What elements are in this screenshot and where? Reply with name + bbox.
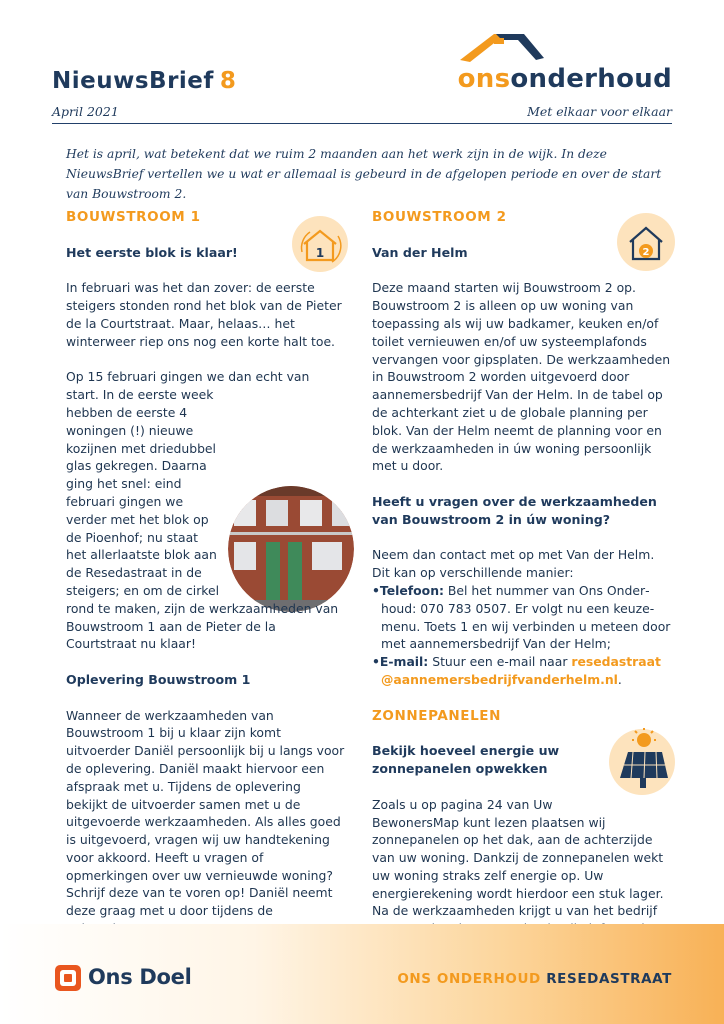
paragraph-start-text: Op 15 februari gingen we dan echt van start. In de eerste week hebben de eerste 4 woningen (!) nieuwe kozijnen met driedubbel glas gekregen. Daarna ging het snel: eind februari gingen we verder met het blok op de Pioenhof; nu staat het allerlaatste blok aan de Resedastraat in de steigers; en om de cirkel rond te maken, zijn de werkzaamheden van Bouwstroom 1 aan de Pieter de la Courtstraat nu klaar! bbox=[66, 369, 339, 652]
section-title-bouwstroom1: BOUWSTROOM 1 bbox=[66, 209, 201, 225]
paragraph-solar: Zoals u op pagina 24 van Uw BewonersMap kunt lezen plaatsen wij zonnepanelen op het dak, aan de achterzijde van uw woning. Dankzij de zonnepanelen wekt uw woning straks zelf energie op. Uw energierekening wordt hierdoor een stuk lager. Na de werkzaamheden krijgt u van het bedrijf bbox=[372, 796, 664, 919]
icon-number-2: 2 bbox=[642, 246, 650, 258]
solar-panel-icon bbox=[602, 726, 680, 796]
email-label: E-mail: bbox=[379, 654, 429, 670]
solar-subtitle: Bekijk hoeveel energie uw zonnepanelen opwekken bbox=[372, 743, 560, 777]
issue-date: April 2021 bbox=[52, 104, 119, 119]
onsonderhoud-logo bbox=[458, 64, 672, 94]
right-column bbox=[372, 208, 672, 974]
section-title-bouwstroom2: BOUWSTROOM 2 bbox=[372, 209, 507, 225]
contact-email: •E-mail: Stuur een e-mail naar resedastraat @aannemersbedrijfvanderhelm.nl. bbox=[372, 654, 661, 687]
icon-number-1: 1 bbox=[315, 245, 325, 260]
footer-project-label bbox=[397, 971, 672, 987]
tagline: Met elkaar voor elkaar bbox=[527, 104, 672, 119]
subtitle-first-block: Het eerste blok is klaar! bbox=[66, 244, 238, 260]
phone-text: Bel het nummer van Ons Onderhoud: 070 783 0507. Er volgt nu een keuzemenu. Toets 1 en wij verbinden u meteen door met aannemersbedrijf Van der Helm; bbox=[381, 582, 671, 652]
house-number-1-icon bbox=[274, 214, 352, 272]
contact-phone: •Telefoon: Bel het nummer van Ons Onderhoud: 070 783 0507. Er volgt nu een keuzemenu. Toets 1 en wij verbinden u meteen door met aannemersbedrijf Van der Helm; bbox=[372, 582, 671, 652]
email-address-link[interactable]: resedastraat @aannemersbedrijfvanderhelm.nl bbox=[381, 654, 661, 687]
footer-label-part2: RESEDASTRAAT bbox=[546, 971, 672, 987]
contact-list bbox=[372, 582, 672, 689]
email-text: Stuur een e-mail naar bbox=[428, 654, 572, 670]
paragraph-february: In februari was het dan zover: de eerste steigers stonden rond het blok van de Pieter de la Courtstraat. Maar, helaas… het winterweer riep ons nog een korte halt toe. bbox=[66, 280, 342, 349]
left-column bbox=[66, 208, 346, 956]
street-houses-photo bbox=[228, 486, 354, 612]
house-number-2-icon bbox=[598, 212, 678, 272]
logo-part-ons: ons bbox=[457, 64, 511, 94]
brand-name: Ons Doel bbox=[88, 965, 192, 989]
delivery-title: Oplevering Bouwstroom 1 bbox=[66, 671, 251, 687]
footer-label-part1: ONS ONDERHOUD bbox=[397, 971, 541, 987]
logo-part-onderhoud: onderhoud bbox=[510, 64, 672, 94]
title-text: NieuwsBrief bbox=[52, 68, 214, 94]
ons-doel-logo-icon bbox=[54, 964, 82, 992]
paragraph-start bbox=[66, 368, 346, 653]
newsletter-title bbox=[52, 68, 236, 94]
header-divider bbox=[52, 123, 672, 124]
paragraph-contact: Neem dan contact met op met Van der Helm. Dit kan op verschillende manier: bbox=[372, 547, 655, 581]
phone-label: Telefoon: bbox=[379, 582, 444, 598]
issue-number: 8 bbox=[219, 68, 237, 94]
email-end: . bbox=[617, 671, 622, 687]
questions-title: Heeft u vragen over de werkzaamheden van Bouwstroom 2 in úw woning? bbox=[372, 493, 657, 527]
subtitle-van-der-helm: Van der Helm bbox=[372, 244, 468, 260]
section-title-solar: ZONNEPANELEN bbox=[372, 707, 502, 724]
intro-text: Het is april, wat betekent dat we ruim 2 maanden aan het werk zijn in de wijk. In deze NieuwsBrief vertellen we u wat er allemaal is gebeurd in de afgelopen periode en over de start van Bouwstroom 2. bbox=[66, 147, 662, 201]
roof-logo-icon bbox=[456, 28, 546, 66]
paragraph-bouwstroom2: Deze maand starten wij Bouwstroom 2 op. Bouwstroom 2 is alleen op uw woning van toepassing als wij uw badkamer, keuken en/of toilet vernieuwen en/of uw systeemplafonds vervangen voor gipsplaten. De werkzaamheden in Bouwstroom 2 worden uitgevoerd door aannemersbedrijf Van der Helm. In de tabel op de achterkant ziet u de globale planning per blok. Van der Helm neemt de planning voor en de werkzaamheden in úw woning persoonlijk met u door. bbox=[372, 280, 671, 474]
paragraph-delivery: Wanneer de werkzaamheden van Bouwstroom 1 bij u klaar zijn komt uitvoerder Daniël persoonlijk bij u langs voor de oplevering. Daniël maakt hiervoor een afspraak met u. Tijdens de oplevering bekijkt de uitvoerder samen met u de uitgevoerde werkzaamheden. Als alles goed is uitgevoerd, vragen wij uw handtekening voor akkoord. Heeft u vragen of opmerkingen over uw vernieuwde woning? Schrijf deze van te voren op! Daniël neemt deze graag met u door tijdens de bbox=[66, 707, 345, 919]
